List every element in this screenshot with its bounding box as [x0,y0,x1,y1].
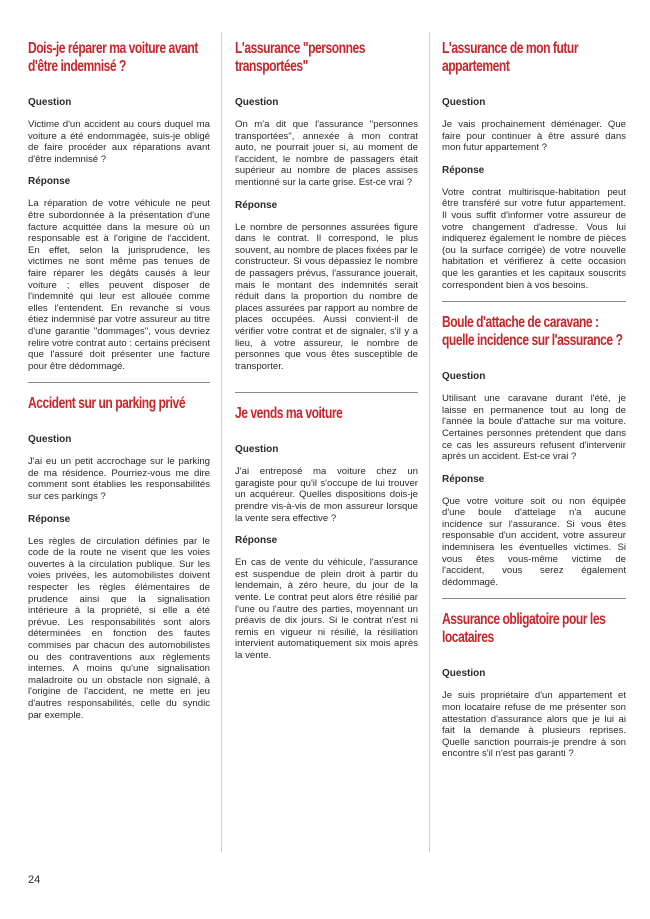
question-text: J'ai eu un petit accrochage sur le parking de ma résidence. Pourriez-vous me dire comment sont établies les responsabilités sur ces parkings ? [28,456,210,503]
column-3 [442,40,626,770]
question-label: Question [28,97,72,108]
question-text: Je vais prochainement déménager. Que faire pour continuer à être assuré dans mon futur appartement ? [442,119,626,154]
question-label: Question [442,97,486,108]
question-text: J'ai entreposé ma voiture chez un garagiste pour qu'il s'occupe de lui trouver un acquéreur. Quelles dispositions dois-je prendre vis-à-vis de mon assureur lorsque la vente sera effective ? [235,466,418,524]
answer-text: Votre contrat multirisque-habitation peut être transféré sur votre futur appartement. Il vous suffit d'informer votre assureur de votre changement d'adresse. Vous lui indiquerez également le nombre de pièces (ou la surface corrigée) de votre nouvelle habitation et vérifierez à cette occasion que les garanties et les capitaux souscrits correspondent bien à vos besoins. [442,186,626,291]
answer-label: Réponse [442,473,485,485]
answer-text: Les règles de circulation définies par le code de la route ne visent que les voies ouvertes à la circulation publique. Sur les voies privées, les automobilistes doivent respecter les règles élémentaires de prudence ainsi que la signalisation intérieure à la propriété, si elle a été prévue. Les responsabilités sont alors déterminées en fonction des fautes commises par chacun des automobilistes ou des contraventions aux règlements internes. A moins qu'une signalisation maladroite ou un obstacle non signalé, à l'origine de l'accident, ne mette en jeu d'autres responsabilités, celle du syndic par exemple. [28,535,210,721]
section-divider [442,598,626,599]
article-title: Dois-je réparer ma voiture avant d'être indemnisé ? [28,40,198,75]
article-title: Accident sur un parking privé [28,395,186,413]
question-label: Question [235,97,279,108]
answer-text: Que votre voiture soit ou non équipée d'une boule d'attelage n'a aucune incidence sur l'assurance. Si vous êtes responsable d'un accident, votre assureur indemnisera les éventuelles victimes. Si vous êtes vous-même victime de l'accident, vous serez également dédommagé. [442,495,626,588]
question-label: Question [235,444,279,456]
article-title: L'assurance "personnes transportées" [235,40,366,75]
question-text: On m'a dit que l'assurance "personnes transportées", annexée à mon contrat auto, ne pourrait jouer si, au moment de l'accident, le nombre de passagers était supérieur au nombre de places assises mentionné sur la carte grise. Est-ce vrai ? [235,119,418,188]
column-separator [221,32,222,852]
column-2 [235,40,418,672]
question-text: Victime d'un accident au cours duquel ma voiture a été endommagée, suis-je obligé de faire procéder aux réparations avant d'être indemnisé ? [28,119,210,165]
question-label: Question [442,371,486,383]
answer-text: Le nombre de personnes assurées figure dans le contrat. Il correspond, le plus souvent, au nombre de places fixées par le constructeur. Si vous dépassiez le nombre de passagers prévus, l'assurance jouerait, mais le montant des indemnités serait réduit dans la proportion du nombre de places assurées par rapport au nombre de places occupées. Aussi convient-il de vérifier votre contrat et de signaler, s'il y a lieu, à votre assureur, le nombre de personnes que vous êtes susceptible de transporter. [235,221,418,372]
section-divider [235,392,418,393]
article-title: Boule d'attache de caravane : quelle incidence sur l'assurance ? [442,314,623,350]
question-label: Question [442,668,486,680]
column-1 [28,40,210,731]
answer-label: Réponse [28,513,71,525]
page-number: 24 [28,874,41,886]
question-text: Utilisant une caravane durant l'été, je laisse en permanence tout au long de l'année la boule d'attache sur ma voiture. Certaines personnes prétendent que dans ce cas les assureurs refusent d'intervenir après un accident. Est-ce vrai ? [442,393,626,463]
article-title: Assurance obligatoire pour les locataires [442,611,606,647]
answer-text: En cas de vente du véhicule, l'assurance est suspendue de plein droit à partir du lendemain, à zéro heure, du jour de la vente. Le contrat peut alors être résilié par l'une ou l'autre des parties, moyennant un préavis de dix jours. Si le contrat n'est ni remis en vigueur ni résilié, la résiliation intervient automatiquement six mois après la vente. [235,557,418,661]
column-separator [429,32,430,852]
answer-label: Réponse [442,164,485,176]
article-title: L'assurance de mon futur appartement [442,40,579,75]
section-divider [28,382,210,383]
answer-label: Réponse [28,176,71,188]
answer-text: La réparation de votre véhicule ne peut être subordonnée à la présentation d'une facture acquittée dans la mesure où un responsable est à l'origine de l'accident. En effet, selon la jurisprudence, les victimes ne sont même pas tenues de faire réparer les dégâts causés à leur voiture ; elles peuvent disposer de l'indemnité qui leur est allouée comme elles l'entendent. En revanche si vous étiez indemnisé par votre assureur au titre d'une garantie "dommages", vous devriez relire votre contrat auto : certains précisent que l'assuré doit présenter une facture pour être dédommagé. [28,198,210,372]
answer-label: Réponse [235,535,278,547]
section-divider [442,301,626,302]
answer-label: Réponse [235,199,278,211]
question-text: Je suis propriétaire d'un appartement et mon locataire refuse de me présenter son attestation d'assurance alors que je lui ai fait la demande à plusieurs reprises. Quelle sanction pourrais-je prendre à son encontre s'il n'est pas garanti ? [442,690,626,760]
question-label: Question [28,434,72,446]
article-title: Je vends ma voiture [235,405,343,423]
